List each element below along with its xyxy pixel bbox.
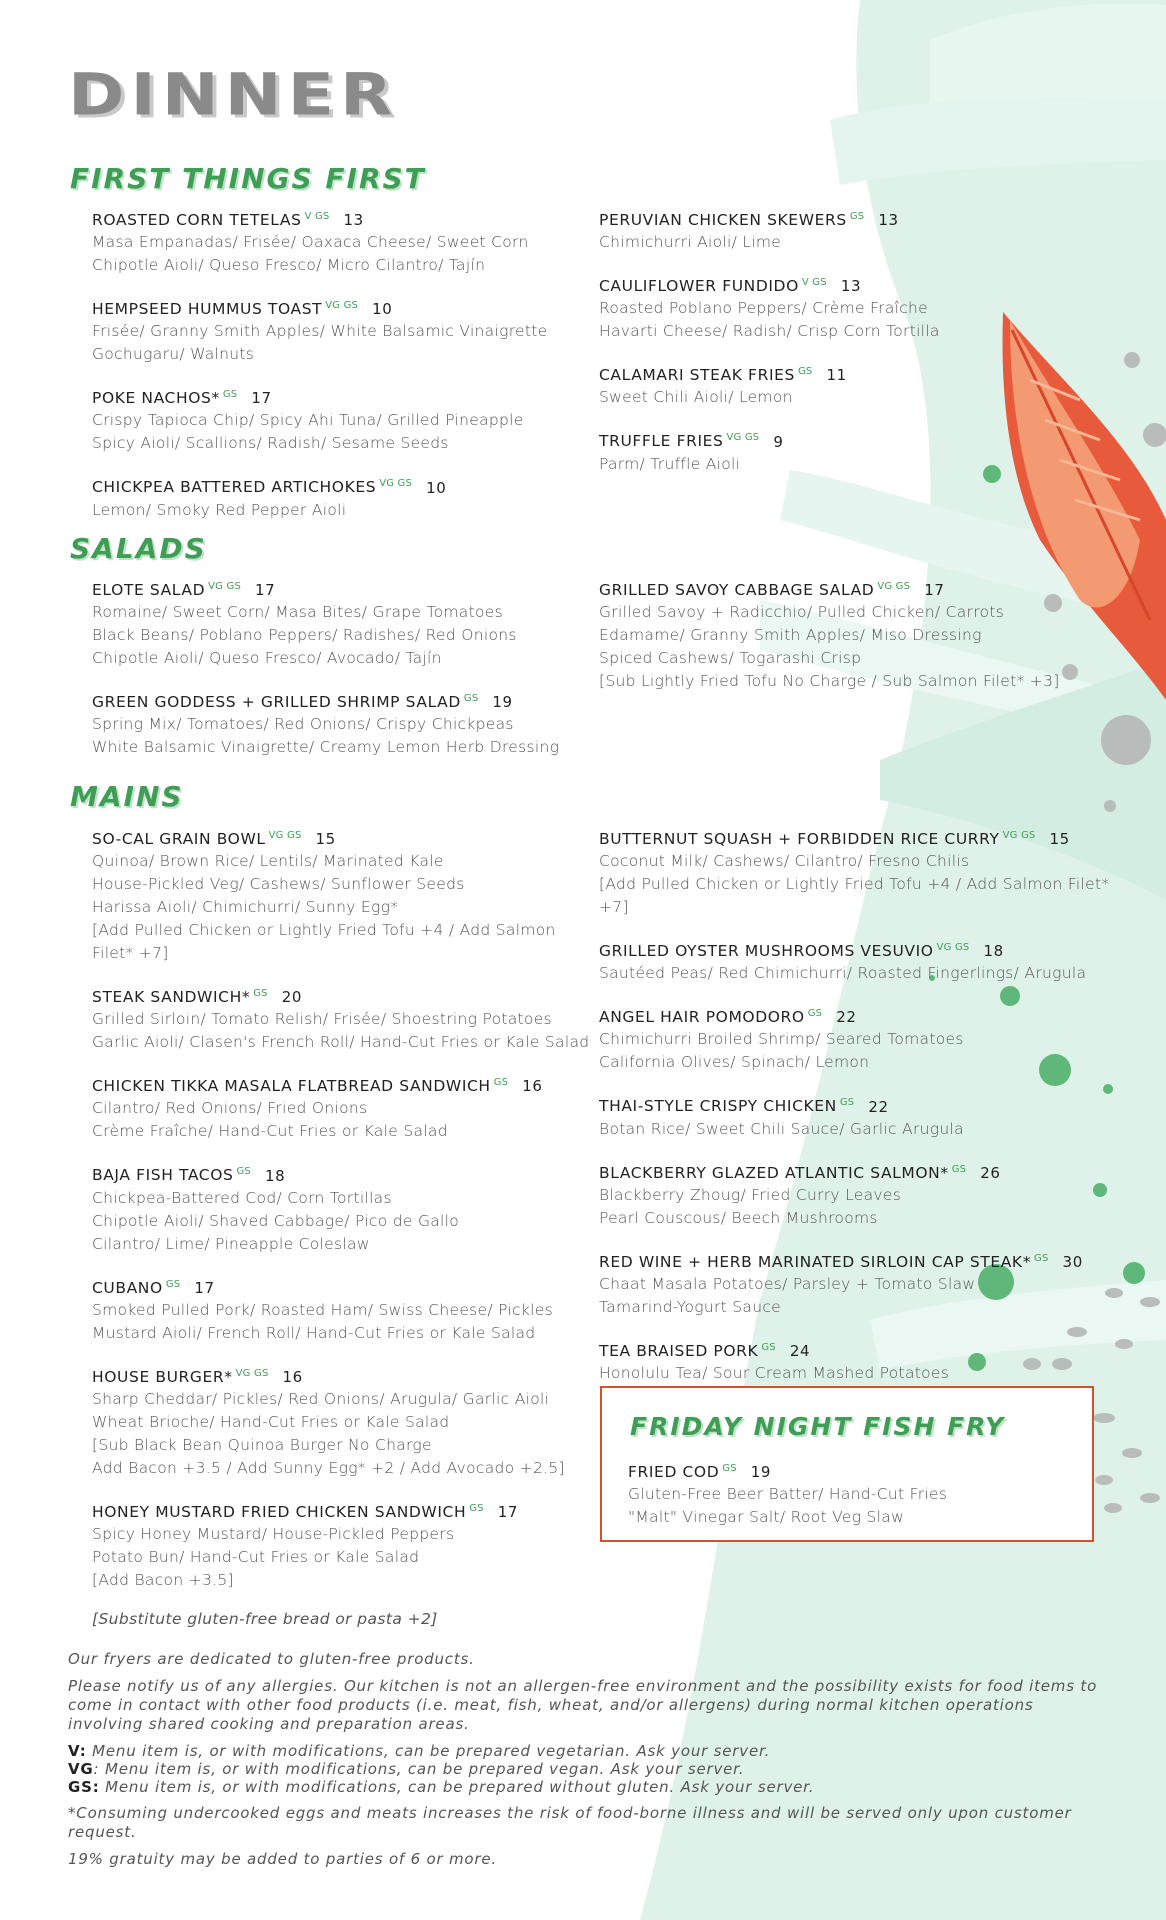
item-price: 17 — [194, 1278, 215, 1297]
item-description-line: [Add Bacon +3.5] — [92, 1571, 234, 1590]
dietary-tag: V GS — [801, 277, 827, 289]
item-price: 26 — [980, 1163, 1001, 1182]
item-description-line: California Olives/ Spinach/ Lemon — [599, 1053, 870, 1072]
item-description-line: Sautéed Peas/ Red Chimichurri/ Roasted Fingerlings/ Arugula — [599, 964, 1087, 983]
item-name-text: CHICKPEA BATTERED ARTICHOKES — [92, 478, 377, 497]
menu-item — [92, 1498, 592, 1592]
item-description-line: Sharp Cheddar/ Pickles/ Red Onions/ Arugula/ Garlic Aioli — [92, 1389, 550, 1408]
item-description-line: [Sub Lightly Fried Tofu No Charge / Sub Salmon Filet* +3] — [599, 672, 1060, 691]
gluten-free-substitute-note: [Substitute gluten-free bread or pasta +2] — [92, 1610, 438, 1629]
item-name-text: TEA BRAISED PORK — [599, 1342, 759, 1361]
legend-text: Menu item is, or with modifications, can be prepared without gluten. Ask your server. — [99, 1778, 815, 1796]
item-price: 17 — [924, 581, 945, 600]
item-price: 22 — [868, 1097, 889, 1116]
dietary-tag: GS — [236, 1166, 251, 1178]
menu-item-name — [92, 473, 612, 498]
menu-item-name — [599, 427, 1069, 452]
dietary-tag: VG GS — [325, 300, 359, 312]
first-things-first-left-column — [92, 206, 612, 540]
menu-item — [599, 427, 1069, 475]
legend-text: Menu item is, or with modifications, can be prepared vegetarian. Ask your server. — [86, 1742, 771, 1760]
item-description-line: Blackberry Zhoug/ Fried Curry Leaves — [599, 1185, 902, 1204]
item-name-text: FRIED COD — [628, 1463, 720, 1482]
item-price: 22 — [836, 1008, 857, 1027]
menu-item-name — [92, 1161, 592, 1186]
mains-left-items — [92, 825, 592, 1592]
item-name-text: HEMPSEED HUMMUS TOAST — [92, 300, 323, 319]
menu-item-name — [92, 1274, 592, 1299]
dietary-tag: VG GS — [268, 830, 302, 841]
fryer-note: Our fryers are dedicated to gluten-free products. — [68, 1650, 475, 1668]
item-price: 15 — [1049, 830, 1070, 849]
menu-item-name — [599, 1159, 1119, 1184]
item-description-line: Harissa Aioli/ Chimichurri/ Sunny Egg* — [92, 898, 399, 917]
menu-item — [92, 1161, 592, 1255]
item-price: 16 — [282, 1367, 303, 1386]
item-name-text: CAULIFLOWER FUNDIDO — [599, 277, 799, 296]
menu-item-name — [599, 361, 1069, 386]
item-description-line: Potato Bun/ Hand-Cut Fries or Kale Salad — [92, 1548, 420, 1567]
dietary-tag: VG GS — [208, 581, 241, 592]
item-description-line: Botan Rice/ Sweet Chili Sauce/ Garlic Arugula — [599, 1119, 964, 1138]
item-description-line: Tamarind-Yogurt Sauce — [599, 1297, 782, 1316]
menu-item — [92, 576, 612, 670]
item-name-text: ELOTE SALAD — [92, 581, 206, 600]
menu-item — [92, 825, 592, 965]
legend-text: : Menu item is, or with modifications, can be prepared vegan. Ask your server. — [93, 1760, 745, 1778]
item-description-line: Chaat Masala Potatoes/ Parsley + Tomato Slaw — [599, 1274, 976, 1293]
mains-left-column — [92, 825, 592, 1628]
item-description-line: Frisée/ Granny Smith Apples/ White Balsamic Vinaigrette — [92, 322, 548, 341]
item-price: 19 — [492, 693, 513, 712]
menu-item — [599, 1003, 1119, 1074]
item-price: 13 — [878, 211, 899, 230]
friday-fish-fry-box — [600, 1386, 1094, 1542]
item-name-text: HONEY MUSTARD FRIED CHICKEN SANDWICH — [92, 1503, 467, 1522]
menu-item-name — [92, 295, 612, 320]
item-name-text: HOUSE BURGER* — [92, 1367, 233, 1386]
item-price: 10 — [426, 478, 447, 497]
item-description-line: Wheat Brioche/ Hand-Cut Fries or Kale Salad — [92, 1412, 450, 1431]
footer-notes — [68, 1650, 1108, 1877]
item-description-line: Black Beans/ Poblano Peppers/ Radishes/ Red Onions — [92, 626, 517, 645]
dietary-tag: VG GS — [1002, 830, 1036, 841]
item-description-line: Gochugaru/ Walnuts — [92, 345, 255, 364]
item-description-line: Chimichurri Broiled Shrimp/ Seared Tomatoes — [599, 1030, 964, 1049]
dietary-tag: V GS — [304, 211, 330, 222]
legend-gluten-sensitive — [68, 1778, 1108, 1796]
dietary-tag: GS — [839, 1097, 855, 1109]
item-description-line: Coconut Milk/ Cashews/ Cilantro/ Fresno Chilis — [599, 852, 970, 871]
item-price: 20 — [281, 988, 302, 1007]
item-name-text: CALAMARI STEAK FRIES — [599, 366, 795, 385]
menu-item-name — [599, 825, 1119, 850]
item-name-text: GRILLED OYSTER MUSHROOMS VESUVIO — [599, 942, 934, 961]
item-description-line: White Balsamic Vinaigrette/ Creamy Lemon Herb Dressing — [92, 738, 560, 757]
menu-item — [599, 272, 1069, 343]
item-description-line: [Add Pulled Chicken or Lightly Fried Tofu +4 / Add Salmon Filet* +7] — [599, 875, 1110, 917]
dietary-tag: GS — [807, 1008, 823, 1020]
section-title-mains: MAINS — [70, 780, 184, 813]
item-description-line: Add Bacon +3.5 / Add Sunny Egg* +2 / Add Avocado +2.5] — [92, 1458, 565, 1477]
menu-item — [599, 361, 1069, 409]
menu-item-name — [599, 272, 1069, 297]
item-description-line: Roasted Poblano Peppers/ Crème Fraîche — [599, 299, 929, 318]
menu-item — [92, 384, 612, 455]
item-description-line: Smoked Pulled Pork/ Roasted Ham/ Swiss Cheese/ Pickles — [92, 1300, 553, 1319]
item-description-line: Spring Mix/ Tomatoes/ Red Onions/ Crispy Chickpeas — [92, 715, 514, 734]
menu-item — [92, 473, 612, 521]
item-description-line: Edamame/ Granny Smith Apples/ Miso Dressing — [599, 626, 982, 645]
first-things-first-right-column — [599, 206, 1069, 494]
menu-item — [92, 1274, 592, 1345]
item-description-line: Spiced Cashews/ Togarashi Crisp — [599, 649, 862, 668]
dietary-tag: VG GS — [235, 1367, 269, 1379]
legend-key: VG — [68, 1760, 94, 1778]
item-description-line: Havarti Cheese/ Radish/ Crisp Corn Tortilla — [599, 322, 940, 341]
item-name-text: CHICKEN TIKKA MASALA FLATBREAD SANDWICH — [92, 1077, 491, 1096]
menu-item-name — [599, 576, 1079, 601]
menu-item — [599, 1248, 1119, 1319]
dietary-tag: GS — [1034, 1252, 1049, 1264]
item-name-text: POKE NACHOS* — [92, 389, 220, 408]
item-description-line: Grilled Savoy + Radicchio/ Pulled Chicken/ Carrots — [599, 603, 1005, 622]
menu-item-name — [599, 937, 1119, 962]
dietary-tag: VG GS — [936, 942, 970, 954]
menu-item — [599, 576, 1079, 693]
item-description-line: "Malt" Vinegar Salt/ Root Veg Slaw — [628, 1508, 905, 1527]
item-price: 24 — [789, 1342, 811, 1361]
menu-item-name — [92, 576, 612, 601]
menu-item — [599, 206, 1069, 254]
item-description-line: Quinoa/ Brown Rice/ Lentils/ Marinated Kale — [92, 852, 444, 871]
item-description-line: Garlic Aioli/ Clasen's French Roll/ Hand-Cut Fries or Kale Salad — [92, 1033, 590, 1052]
menu-item-name — [92, 1072, 592, 1097]
item-name-text: BLACKBERRY GLAZED ATLANTIC SALMON* — [599, 1163, 949, 1182]
menu-item-name — [92, 825, 592, 850]
item-description-line: Chipotle Aioli/ Shaved Cabbage/ Pico de Gallo — [92, 1211, 460, 1230]
item-name-text: PERUVIAN CHICKEN SKEWERS — [599, 211, 847, 230]
menu-item — [92, 983, 592, 1054]
item-name-text: THAI-STYLE CRISPY CHICKEN — [599, 1097, 837, 1116]
item-description-line: Chipotle Aioli/ Queso Fresco/ Micro Cilantro/ Tajín — [92, 256, 486, 275]
dietary-tag: GS — [797, 366, 813, 378]
item-description-line: Pearl Couscous/ Beech Mushrooms — [599, 1208, 878, 1227]
dietary-tag: VG GS — [877, 581, 911, 592]
item-price: 11 — [826, 366, 847, 385]
menu-item-name — [92, 1363, 592, 1388]
menu-item-name — [599, 1337, 1119, 1362]
menu-item — [599, 1092, 1119, 1140]
dietary-tag: GS — [253, 988, 268, 1000]
fish-fry-item — [628, 1458, 1078, 1529]
dietary-tag: GS — [463, 693, 479, 705]
item-description-line: Parm/ Truffle Aioli — [599, 454, 741, 473]
menu-item — [92, 295, 612, 366]
item-description-line: Spicy Honey Mustard/ House-Pickled Peppers — [92, 1525, 455, 1544]
legend-key: GS: — [68, 1778, 100, 1796]
item-description-line: Chimichurri Aioli/ Lime — [599, 233, 782, 252]
menu-item-name — [599, 1003, 1119, 1028]
item-price: 30 — [1062, 1252, 1083, 1271]
salads-left-column — [92, 576, 612, 777]
item-description-line: [Add Pulled Chicken or Lightly Fried Tofu +4 / Add Salmon Filet* +7] — [92, 921, 556, 963]
item-price: 16 — [522, 1077, 543, 1096]
item-name-text: GREEN GODDESS + GRILLED SHRIMP SALAD — [92, 693, 461, 712]
item-description-line: Honolulu Tea/ Sour Cream Mashed Potatoes — [599, 1364, 950, 1383]
menu-item — [599, 825, 1119, 919]
legend-vegetarian — [68, 1742, 1108, 1760]
item-price: 17 — [255, 581, 276, 600]
menu-item — [92, 1363, 592, 1480]
consumer-advisory: *Consuming undercooked eggs and meats increases the risk of food-borne illness and will be served only upon customer request. — [68, 1804, 1072, 1841]
menu-item-name — [628, 1458, 1078, 1483]
item-price: 19 — [750, 1463, 772, 1482]
salads-right-column — [599, 576, 1079, 711]
item-price: 18 — [983, 942, 1004, 961]
menu-item — [599, 937, 1119, 985]
item-description-line: Crème Fraîche/ Hand-Cut Fries or Kale Salad — [92, 1122, 448, 1141]
menu-item-name — [599, 206, 1069, 231]
item-description-line: Masa Empanadas/ Frisée/ Oaxaca Cheese/ Sweet Corn — [92, 233, 529, 252]
item-name-text: TRUFFLE FRIES — [599, 432, 724, 451]
item-description-line: Sweet Chili Aioli/ Lemon — [599, 388, 793, 407]
section-title-first-things-first: FIRST THINGS FIRST — [70, 162, 426, 195]
item-description-line: Spicy Aioli/ Scallions/ Radish/ Sesame Seeds — [92, 434, 449, 453]
item-name-text: ROASTED CORN TETELAS — [92, 211, 302, 230]
item-price: 17 — [251, 389, 272, 408]
item-description-line: Romaine/ Sweet Corn/ Masa Bites/ Grape Tomatoes — [92, 603, 503, 622]
item-name-text: RED WINE + HERB MARINATED SIRLOIN CAP STEAK* — [599, 1252, 1032, 1271]
item-description-line: Gluten-Free Beer Batter/ Hand-Cut Fries — [628, 1485, 948, 1504]
legend-vegan — [68, 1760, 1108, 1778]
legend-key: V: — [68, 1742, 87, 1760]
item-price: 13 — [840, 277, 862, 296]
item-price: 10 — [372, 300, 393, 319]
menu-item — [92, 688, 612, 759]
dietary-tag: GS — [849, 211, 865, 222]
item-name-text: CUBANO — [92, 1278, 163, 1297]
page-title: DINNER — [68, 62, 399, 130]
item-name-text: BUTTERNUT SQUASH + FORBIDDEN RICE CURRY — [599, 830, 1000, 849]
item-description-line: Chipotle Aioli/ Queso Fresco/ Avocado/ Tajín — [92, 649, 442, 668]
dietary-tag: GS — [951, 1163, 967, 1175]
item-description-line: Crispy Tapioca Chip/ Spicy Ahi Tuna/ Grilled Pineapple — [92, 411, 524, 430]
item-description-line: Cilantro/ Lime/ Pineapple Coleslaw — [92, 1234, 370, 1253]
item-price: 17 — [497, 1503, 518, 1522]
menu-item-name — [92, 206, 612, 231]
menu-item-name — [92, 688, 612, 713]
mains-right-column — [599, 825, 1119, 1426]
fish-fry-title: FRIDAY NIGHT FISH FRY — [630, 1412, 1006, 1441]
menu-item-name — [92, 384, 612, 409]
item-description-line: Chickpea-Battered Cod/ Corn Tortillas — [92, 1188, 392, 1207]
dietary-tag: VG GS — [726, 432, 760, 444]
item-description-line: Mustard Aioli/ French Roll/ Hand-Cut Fries or Kale Salad — [92, 1323, 536, 1342]
item-price: 15 — [315, 830, 336, 849]
item-description-line: Lemon/ Smoky Red Pepper Aioli — [92, 500, 347, 519]
menu-item — [92, 206, 612, 277]
allergy-note: Please notify us of any allergies. Our kitchen is not an allergen-free environment and the possibility exists for food items to come in contact with other food products (i.e. meat, fish, wheat, and/or allergens) during normal kitchen operations involving shared cooking and preparation areas. — [68, 1677, 1098, 1733]
item-description-line: [Sub Black Bean Quinoa Burger No Charge — [92, 1435, 432, 1454]
item-description-line: Cilantro/ Red Onions/ Fried Onions — [92, 1099, 368, 1118]
menu-item-name — [92, 983, 592, 1008]
dietary-tag: GS — [761, 1341, 776, 1353]
menu-item-name — [599, 1248, 1119, 1273]
menu-item-name — [92, 1498, 592, 1523]
menu-item-name — [599, 1092, 1119, 1117]
item-name-text: BAJA FISH TACOS — [92, 1166, 234, 1185]
dietary-tag: VG GS — [379, 478, 413, 490]
item-price: 9 — [773, 432, 784, 451]
gratuity-note: 19% gratuity may be added to parties of 6 or more. — [68, 1850, 497, 1868]
item-price: 18 — [264, 1166, 286, 1185]
item-price: 13 — [343, 211, 364, 230]
dietary-tag: GS — [722, 1463, 737, 1474]
item-name-text: STEAK SANDWICH* — [92, 988, 251, 1007]
item-description-line: Grilled Sirloin/ Tomato Relish/ Frisée/ Shoestring Potatoes — [92, 1010, 552, 1029]
dietary-tag: GS — [469, 1502, 484, 1514]
dietary-tag: GS — [222, 389, 238, 401]
item-description-line: House-Pickled Veg/ Cashews/ Sunflower Seeds — [92, 875, 465, 894]
dietary-tag: GS — [493, 1077, 509, 1089]
dietary-legend — [68, 1742, 1108, 1796]
menu-item — [599, 1159, 1119, 1230]
menu-item — [92, 1072, 592, 1143]
section-title-salads: SALADS — [70, 532, 207, 565]
dietary-tag: GS — [165, 1278, 181, 1290]
item-name-text: GRILLED SAVOY CABBAGE SALAD — [599, 581, 875, 600]
item-name-text: SO-CAL GRAIN BOWL — [92, 830, 266, 849]
item-name-text: ANGEL HAIR POMODORO — [599, 1008, 805, 1027]
